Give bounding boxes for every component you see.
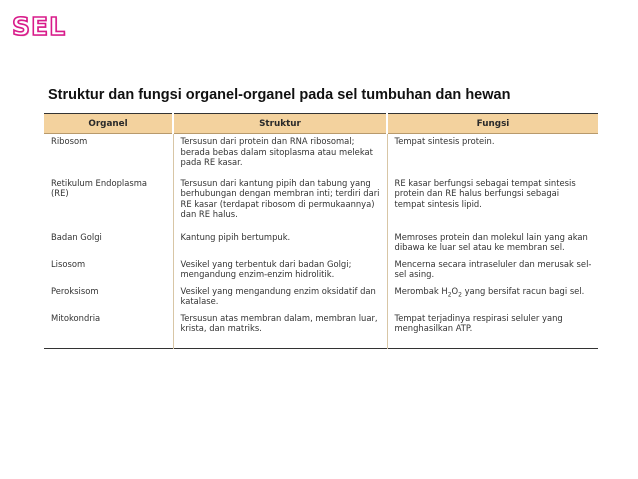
cell-fungsi: Memroses protein dan molekul lain yang akan dibawa ke luar sel atau ke membran sel. — [387, 230, 598, 257]
cell-fungsi: Mencerna secara intraseluler dan merusak sel-sel asing. — [387, 257, 598, 284]
cell-fungsi: RE kasar berfungsi sebagai tempat sintesis protein dan RE halus berfungsi sebagai tempat sintesis lipid. — [387, 176, 598, 230]
table-header-row — [44, 114, 598, 134]
page-subtitle: Struktur dan fungsi organel-organel pada sel tumbuhan dan hewan — [48, 87, 511, 103]
cell-struktur: Tersusun dari kantung pipih dan tabung yang berhubungan dengan membran inti; terdiri dari RE kasar (terdapat ribosom di permukaannya) dan RE halus. — [173, 176, 387, 230]
cell-organel: Retikulum Endoplasma (RE) — [51, 177, 148, 198]
table-row — [44, 230, 598, 257]
cell-struktur: Vesikel yang terbentuk dari badan Golgi; mengandung enzim-enzim hidrolitik. — [173, 257, 387, 284]
cell-struktur: Vesikel yang mengandung enzim oksidatif dan katalase. — [173, 284, 387, 311]
fungsi-suffix: yang bersifat racun bagi sel. — [461, 285, 585, 296]
table-row — [44, 134, 598, 176]
table-row — [44, 257, 598, 284]
header-organel: Organel — [44, 114, 173, 134]
cell-organel: Lisosom — [51, 258, 86, 269]
cell-organel: Badan Golgi — [51, 231, 102, 242]
organelle-table-container — [44, 113, 598, 349]
cell-fungsi: Tempat terjadinya respirasi seluler yang menghasilkan ATP. — [387, 311, 598, 349]
fungsi-prefix: Merombak H — [394, 285, 448, 296]
header-struktur: Struktur — [173, 114, 387, 134]
cell-organel: Ribosom — [51, 136, 88, 146]
cell-struktur: Tersusun atas membran dalam, membran luar, krista, dan matriks. — [173, 311, 387, 349]
cell-organel: Mitokondria — [51, 312, 101, 323]
cell-fungsi: Tempat sintesis protein. — [387, 134, 598, 176]
organelle-table — [44, 113, 598, 349]
cell-fungsi — [387, 284, 598, 311]
table-row — [44, 284, 598, 311]
table-row — [44, 311, 598, 349]
fungsi-mid: O — [451, 285, 459, 296]
table-row — [44, 176, 598, 230]
cell-struktur: Tersusun dari protein dan RNA ribosomal; berada bebas dalam sitoplasma atau melekat pada RE kasar. — [173, 134, 387, 176]
cell-struktur: Kantung pipih bertumpuk. — [173, 230, 387, 257]
header-fungsi: Fungsi — [387, 114, 598, 134]
subscript: 2 — [447, 291, 452, 299]
cell-organel: Peroksisom — [51, 285, 99, 296]
subscript: 2 — [458, 291, 462, 299]
logo-text: SEL — [12, 12, 67, 41]
